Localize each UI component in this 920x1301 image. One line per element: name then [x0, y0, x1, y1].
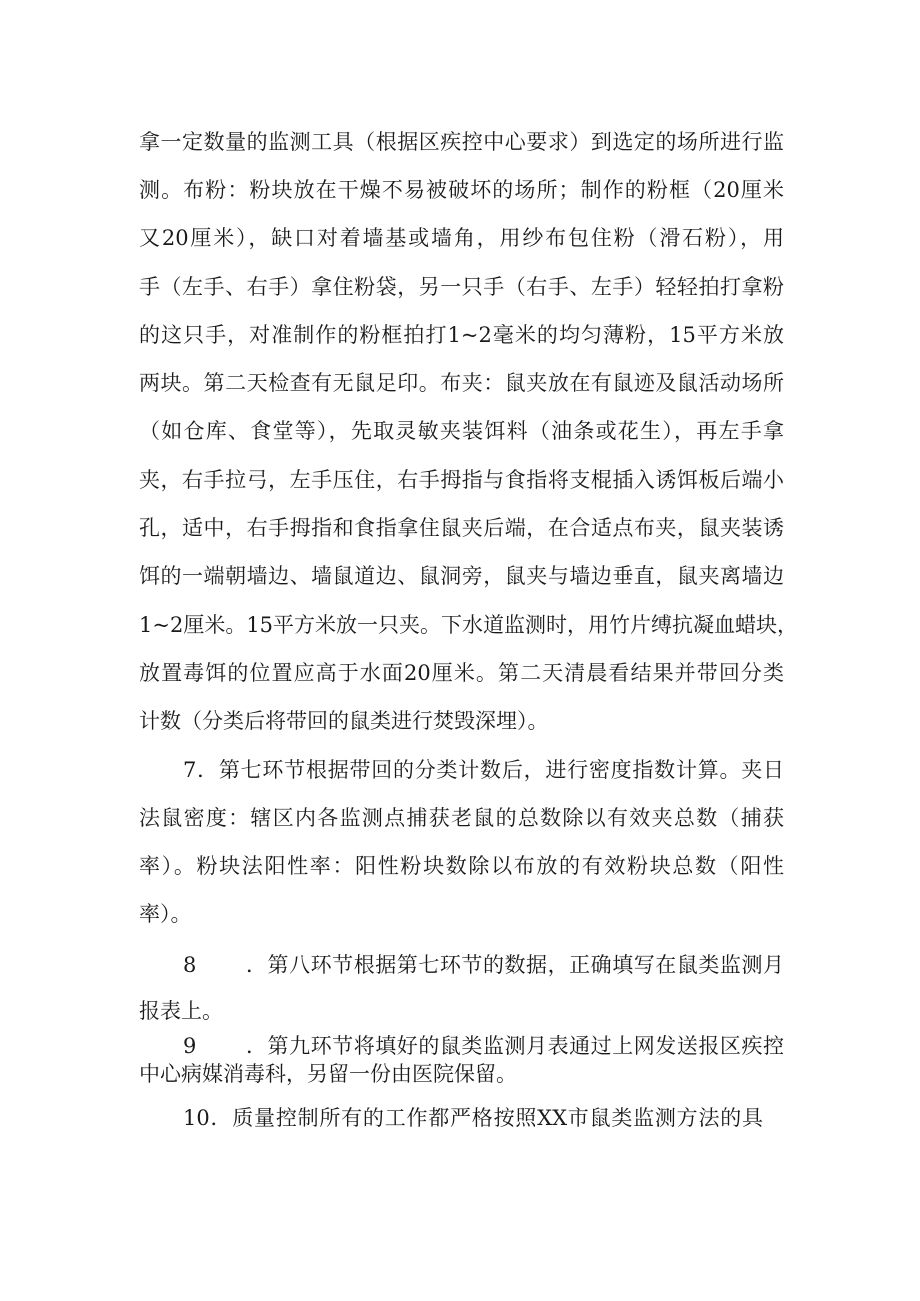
para9-number: 9	[183, 1034, 197, 1058]
para9-line-1: ．第九环节将填好的鼠类监测月表通过上网发送报区疾控	[246, 1034, 784, 1058]
para7-line-1: 7．第七环节根据带回的分类计数后，进行密度指数计算。夹日	[183, 758, 784, 782]
para8-number: 8	[183, 953, 197, 977]
para1-line-9: 孔，适中，右手拇指和食指拿住鼠夹后端，在合适点布夹，鼠夹装诱	[139, 516, 784, 540]
para1-line-13: 计数（分类后将带回的鼠类进行焚毁深埋）。	[139, 709, 549, 733]
para1-line-4: 手（左手、右手）拿住粉袋，另一只手（右手、左手）轻轻拍打拿粉	[139, 275, 784, 299]
para1-line-10: 饵的一端朝墙边、墙鼠道边、鼠洞旁，鼠夹与墙边垂直，鼠夹离墙边	[139, 564, 784, 588]
para1-line-7: （如仓库、食堂等），先取灵敏夹装饵料（油条或花生），再左手拿	[139, 419, 784, 443]
para1-line-8: 夹，右手拉弓，左手压住，右手拇指与食指将支棍插入诱饵板后端小	[139, 468, 784, 492]
para8-line-1: ．第八环节根据第七环节的数据，正确填写在鼠类监测月	[246, 953, 784, 977]
para1-line-11: 1~2厘米。15平方米放一只夹。下水道监测时，用竹片缚抗凝血蜡块，	[139, 613, 799, 637]
para9-line-2: 中心病媒消毒科，另留一份由医院保留。	[139, 1062, 517, 1086]
para7-line-2: 法鼠密度：辖区内各监测点捕获老鼠的总数除以有效夹总数（捕获	[139, 806, 784, 830]
para10-line-1: 10．质量控制所有的工作都严格按照XX市鼠类监测方法的具	[183, 1106, 763, 1130]
para1-line-5: 的这只手，对准制作的粉框拍打1~2毫米的均匀薄粉，15平方米放	[139, 323, 784, 347]
para8-line-2: 报表上。	[139, 999, 223, 1023]
para1-line-1: 拿一定数量的监测工具（根据区疾控中心要求）到选定的场所进行监	[139, 130, 784, 154]
para7-line-3: 率）。粉块法阳性率：阳性粉块数除以布放的有效粉块总数（阳性	[139, 854, 784, 878]
para1-line-12: 放置毒饵的位置应高于水面20厘米。第二天清晨看结果并带回分类	[139, 661, 784, 685]
para1-line-2: 测。布粉：粉块放在干燥不易被破坏的场所；制作的粉框（20厘米	[139, 178, 784, 202]
para1-line-3: 又20厘米），缺口对着墙基或墙角，用纱布包住粉（滑石粉），用	[139, 226, 784, 250]
para1-line-6: 两块。第二天检查有无鼠足印。布夹：鼠夹放在有鼠迹及鼠活动场所	[139, 371, 784, 395]
para7-line-4: 率）。	[139, 902, 192, 926]
